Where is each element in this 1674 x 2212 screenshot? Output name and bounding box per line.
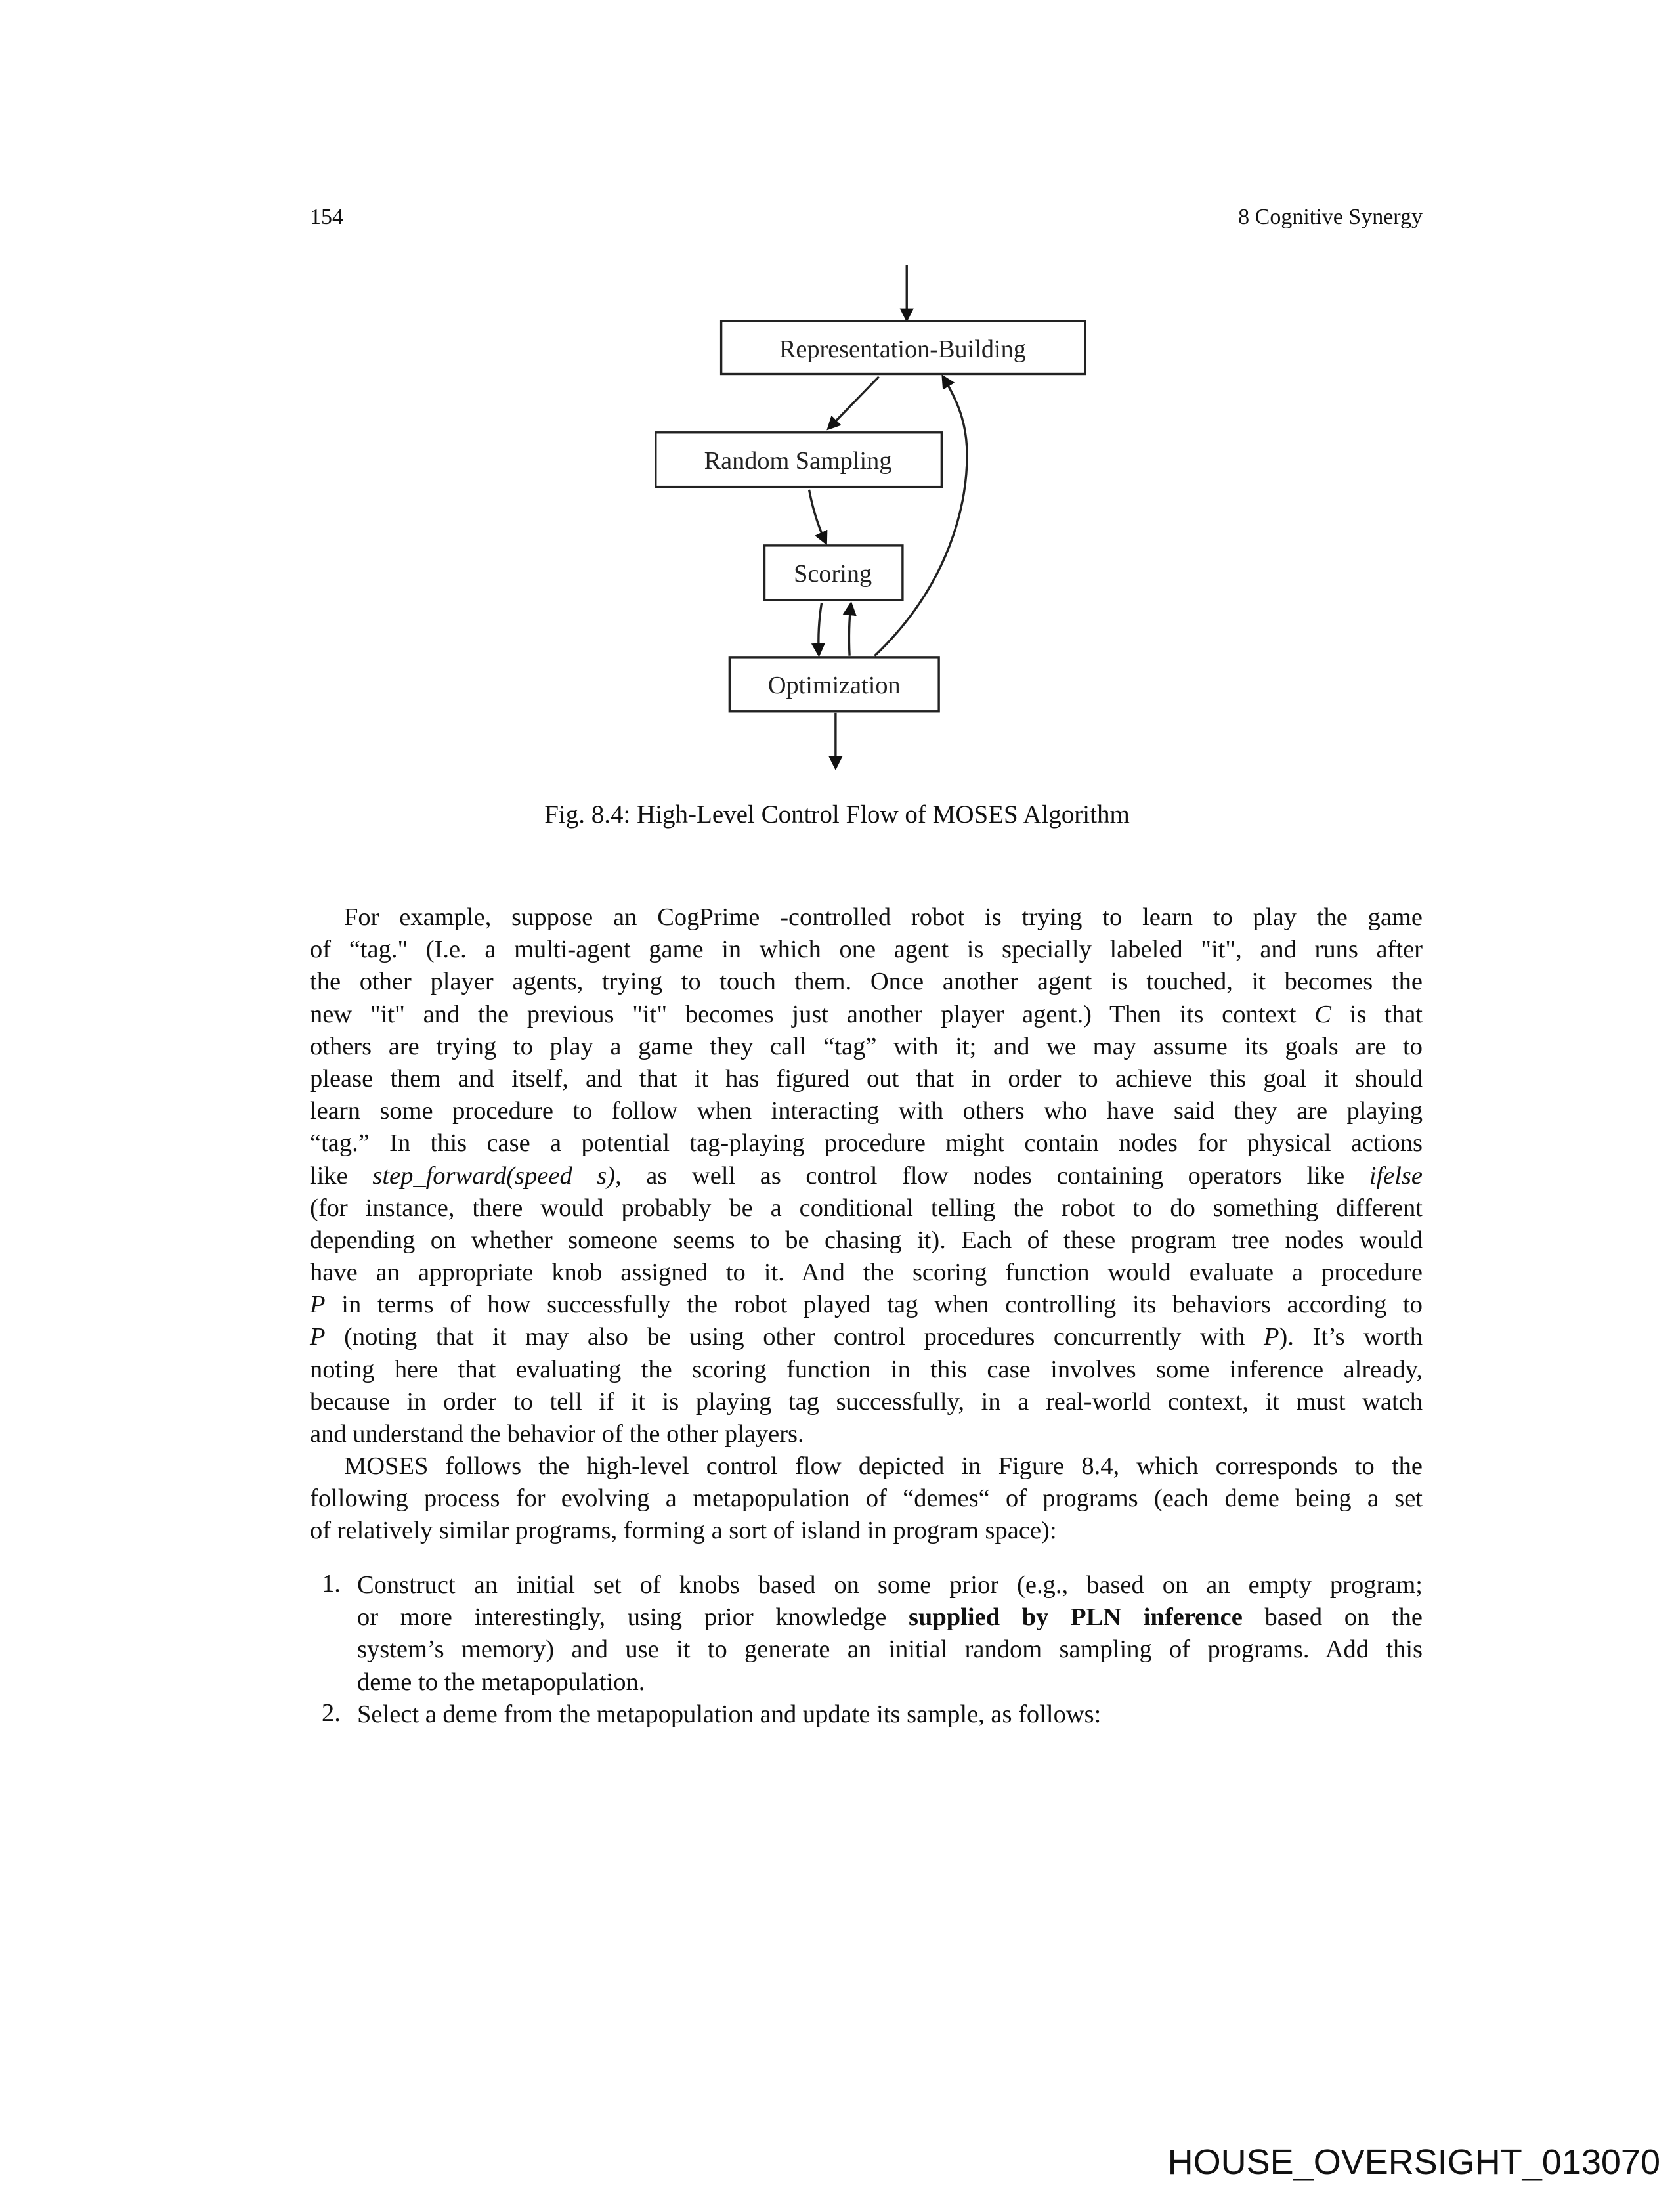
math-text: step_forward(speed s) bbox=[372, 1161, 616, 1190]
arrow-opt-to-scoring bbox=[849, 604, 851, 656]
text-segment: (noting that it may also be using other control procedures concurrently with bbox=[325, 1323, 1264, 1351]
text-segment: system’s memory) and use it to generate an initial random sampling of programs. Add this bbox=[357, 1636, 1423, 1664]
text-segment: of “tag." (I.e. a multi-agent game in which one agent is specially labeled "it", and runs after bbox=[310, 936, 1423, 964]
text-segment: MOSES follows the high-level control flow depicted in Figure 8.4, which corresponds to the bbox=[344, 1452, 1423, 1480]
text-segment: Select a deme from the metapopulation and update its sample, as follows: bbox=[357, 1700, 1102, 1728]
text-segment: new "it" and the previous "it" becomes just another player agent.) Then its context bbox=[310, 1000, 1315, 1028]
text-segment: following process for evolving a metapopulation of “demes“ of programs (each deme being a set bbox=[310, 1485, 1423, 1513]
text-line bbox=[310, 1127, 1423, 1160]
arrow-opt-to-rb bbox=[874, 377, 967, 656]
text-segment: like bbox=[310, 1161, 373, 1190]
paragraph-example bbox=[310, 901, 1423, 1450]
text-line bbox=[310, 901, 1423, 934]
text-line bbox=[310, 1225, 1423, 1257]
bold-text: supplied by PLN inference bbox=[908, 1603, 1243, 1632]
text-line bbox=[310, 934, 1423, 966]
text-line bbox=[310, 1160, 1423, 1192]
math-text: ifelse bbox=[1369, 1161, 1423, 1190]
text-line bbox=[310, 1483, 1423, 1515]
text-line bbox=[310, 1515, 1423, 1547]
text-line bbox=[310, 1289, 1423, 1321]
text-segment: the other player agents, trying to touch them. Once another agent is touched, it becomes the bbox=[310, 968, 1423, 996]
text-segment: please them and itself, and that it has figured out that in order to achieve this goal it should bbox=[310, 1064, 1423, 1093]
arrow-scoring-to-opt bbox=[819, 603, 822, 655]
text-line bbox=[310, 1386, 1423, 1418]
node-scoring: Scoring bbox=[794, 560, 872, 588]
page-number: 154 bbox=[310, 205, 343, 229]
text-line bbox=[310, 1354, 1423, 1386]
list-item bbox=[310, 1569, 1423, 1699]
text-segment: Construct an initial set of knobs based on some prior (e.g., based on an empty program; bbox=[357, 1571, 1423, 1599]
text-segment: (for instance, there would probably be a conditional telling the robot to do something different bbox=[310, 1194, 1423, 1222]
text-segment: and understand the behavior of the other players. bbox=[310, 1420, 804, 1448]
text-segment: learn some procedure to follow when interacting with others who have said they are playing bbox=[310, 1097, 1423, 1125]
text-segment: is that bbox=[1331, 1000, 1423, 1028]
text-segment: ). It’s worth bbox=[1279, 1323, 1423, 1351]
text-line bbox=[310, 1063, 1423, 1095]
node-representation-building: Representation-Building bbox=[779, 336, 1026, 364]
text-line bbox=[310, 1031, 1423, 1063]
text-segment: have an appropriate knob assigned to it. And the scoring function would evaluate a procedure bbox=[310, 1259, 1423, 1287]
text-segment: in terms of how successfully the robot played tag when controlling its behaviors according to bbox=[325, 1291, 1423, 1319]
moses-flow-diagram bbox=[0, 0, 1674, 788]
figure-caption: Fig. 8.4: High-Level Control Flow of MOSES Algorithm bbox=[544, 800, 1130, 829]
text-line bbox=[310, 999, 1423, 1031]
text-segment: of relatively similar programs, forming a sort of island in program space): bbox=[310, 1517, 1057, 1545]
math-text: P bbox=[310, 1291, 326, 1319]
text-line bbox=[357, 1601, 1423, 1634]
math-text: C bbox=[1314, 1000, 1331, 1028]
text-line bbox=[310, 1418, 1423, 1450]
bates-stamp: HOUSE_OVERSIGHT_013070 bbox=[1167, 2142, 1660, 2182]
process-list bbox=[310, 1569, 1423, 1731]
text-line bbox=[310, 1450, 1423, 1483]
list-number: 1. bbox=[322, 1570, 341, 1597]
text-segment: or more interestingly, using prior knowledge bbox=[357, 1603, 909, 1632]
text-segment: deme to the metapopulation. bbox=[357, 1668, 645, 1696]
list-item bbox=[310, 1699, 1423, 1731]
running-header-chapter: 8 Cognitive Synergy bbox=[1238, 205, 1423, 229]
text-segment: others are trying to play a game they call “tag” with it; and we may assume its goals are to bbox=[310, 1032, 1423, 1060]
paragraph-moses-flow bbox=[310, 1450, 1423, 1548]
arrow-rb-to-rs bbox=[828, 377, 879, 429]
text-segment: For example, suppose an CogPrime -controlled robot is trying to learn to play the game bbox=[344, 903, 1423, 931]
node-optimization: Optimization bbox=[767, 672, 901, 700]
math-text: P bbox=[1263, 1323, 1279, 1351]
text-line bbox=[310, 966, 1423, 998]
text-segment: depending on whether someone seems to be chasing it). Each of these program tree nodes would bbox=[310, 1226, 1423, 1254]
text-segment: “tag.” In this case a potential tag-playing procedure might contain nodes for physical actions bbox=[310, 1129, 1423, 1158]
list-number: 2. bbox=[322, 1699, 341, 1727]
text-segment: noting here that evaluating the scoring function in this case involves some inference already, bbox=[310, 1355, 1423, 1383]
text-line bbox=[357, 1634, 1423, 1666]
math-text: P bbox=[310, 1323, 326, 1351]
text-segment: , as well as control flow nodes containing operators like bbox=[615, 1161, 1369, 1190]
text-segment: because in order to tell if it is playing tag successfully, in a real-world context, it must watch bbox=[310, 1387, 1423, 1416]
text-line bbox=[310, 1321, 1423, 1353]
text-line bbox=[357, 1569, 1423, 1601]
text-segment: based on the bbox=[1242, 1603, 1423, 1632]
text-line bbox=[310, 1192, 1423, 1225]
node-random-sampling: Random Sampling bbox=[704, 447, 892, 475]
text-line bbox=[357, 1699, 1423, 1731]
text-line bbox=[310, 1095, 1423, 1127]
text-line bbox=[310, 1257, 1423, 1289]
text-line bbox=[357, 1666, 1423, 1699]
arrow-rs-to-scoring bbox=[809, 490, 826, 543]
